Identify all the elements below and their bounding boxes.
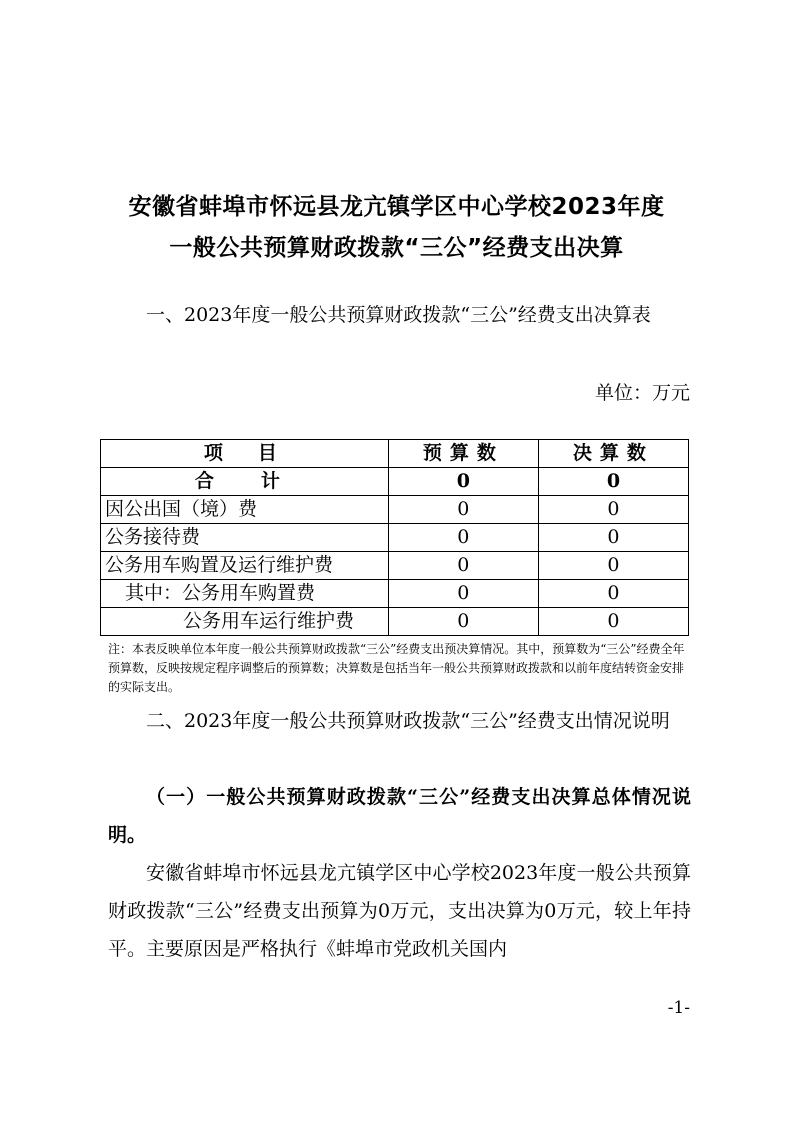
row-actual: 0 (538, 496, 688, 524)
three-public-expenses-table (100, 439, 689, 636)
row-budget: 0 (388, 608, 538, 636)
document-title-line2: 一般公共预算财政拨款“三公”经费支出决算 (169, 235, 624, 261)
unit-label: 单位：万元 (594, 382, 690, 404)
row-actual: 0 (538, 552, 688, 580)
section2-heading: 二、2023年度一般公共预算财政拨款“三公”经费支出情况说明 (146, 710, 670, 732)
header-actual: 决算数 (538, 440, 688, 468)
table-row-total (101, 468, 689, 496)
table-row (101, 608, 689, 636)
table-row (101, 552, 689, 580)
row-budget: 0 (388, 496, 538, 524)
section2-subheading: （一）一般公共预算财政拨款“三公”经费支出决算总体情况说明。 (108, 786, 691, 846)
row-item: 其中：公务用车购置费 (101, 580, 389, 608)
row-budget: 0 (388, 524, 538, 552)
table-row (101, 580, 689, 608)
page-number: -1- (667, 998, 690, 1018)
header-budget: 预算数 (388, 440, 538, 468)
row-item: 公务用车运行维护费 (101, 608, 389, 636)
document-title-line1: 安徽省蚌埠市怀远县龙亢镇学区中心学校2023年度 (128, 194, 665, 220)
row-item: 因公出国（境）费 (101, 496, 389, 524)
row-budget: 0 (388, 468, 538, 496)
header-item: 项 目 (101, 440, 389, 468)
table-row (101, 524, 689, 552)
table-header-row (101, 440, 689, 468)
table-row (101, 496, 689, 524)
row-budget: 0 (388, 552, 538, 580)
row-actual: 0 (538, 608, 688, 636)
row-actual: 0 (538, 580, 688, 608)
row-budget: 0 (388, 580, 538, 608)
row-item: 合 计 (101, 468, 389, 496)
row-item: 公务接待费 (101, 524, 389, 552)
row-actual: 0 (538, 468, 688, 496)
row-item: 公务用车购置及运行维护费 (101, 552, 389, 580)
section2-body: 安徽省蚌埠市怀远县龙亢镇学区中心学校2023年度一般公共预算财政拨款“三公”经费支出预算为0万元，支出决算为0万元，较上年持平。主要原因是严格执行《蚌埠市党政机关国内 (108, 862, 691, 960)
section1-heading: 一、2023年度一般公共预算财政拨款“三公”经费支出决算表 (146, 304, 651, 326)
table-note: 注：本表反映单位本年度一般公共预算财政拨款“三公”经费支出预决算情况。其中，预算数为“三公”经费全年预算数，反映按规定程序调整后的预算数；决算数是包括当年一般公共预算财政拨款和以前年度结转资金安排的实际支出。 (108, 642, 685, 694)
row-actual: 0 (538, 524, 688, 552)
